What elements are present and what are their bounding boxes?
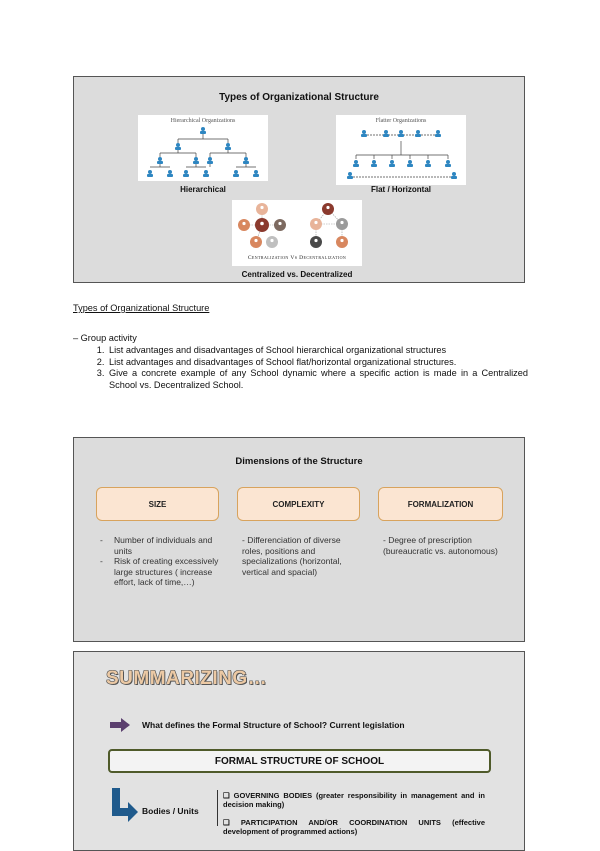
task-item: 1. List advantages and disadvantages of School hierarchical organizational structures — [107, 345, 528, 357]
flat-network-icon — [336, 115, 466, 185]
slide-title: Dimensions of the Structure — [235, 456, 363, 467]
flat-diagram-title: Flatter Organizations — [375, 118, 427, 124]
section-heading: Types of Organizational Structure — [73, 303, 210, 313]
bodies-units-label: Bodies / Units — [142, 806, 199, 816]
hierarchical-caption: Hierarchical — [180, 185, 226, 194]
complexity-box: COMPLEXITY — [237, 487, 360, 521]
flat-caption: Flat / Horizontal — [371, 185, 431, 194]
divider — [217, 790, 218, 826]
task-item: 2. List advantages and disadvantages of School flat/horizontal organizational structures. — [107, 357, 528, 369]
size-description — [100, 535, 228, 588]
flat-diagram — [336, 115, 466, 185]
hierarchy-tree-icon — [138, 115, 268, 181]
formalization-box: FORMALIZATION — [378, 487, 503, 521]
hierarchical-diagram — [138, 115, 268, 181]
size-item: - Risk of creating excessively large structures ( increase effort, lack of time,…) — [100, 556, 228, 588]
formal-structure-box: FORMAL STRUCTURE OF SCHOOL — [108, 749, 491, 773]
participation-units-item: ❑ PARTICIPATION AND/OR COORDINATION UNITS (effective development of programmed actions) — [223, 818, 485, 836]
hierarchical-diagram-title: Hierarchical Organizations — [170, 118, 236, 124]
centralization-inner-label: Centralization Vs Decentralization — [247, 255, 347, 261]
size-item: - Number of individuals and units — [100, 535, 228, 556]
summary-title: SUMMARIZING… — [106, 668, 268, 689]
slide-title: Types of Organizational Structure — [219, 92, 379, 103]
task-list — [73, 345, 528, 391]
slide-org-types — [73, 76, 525, 283]
arrow-right-icon — [110, 718, 130, 732]
group-activity-label: – Group activity — [73, 333, 137, 343]
task-item: 3. Give a concrete example of any School dynamic where a specific action is made in a Centralized School vs. Decentralized School. — [107, 368, 528, 391]
governing-bodies-item: ❑ GOVERNING BODIES (greater responsibility in management and in decision making) — [223, 791, 485, 809]
summary-question: What defines the Formal Structure of School? Current legislation — [142, 720, 405, 730]
slide-summary — [73, 651, 525, 851]
slide-dimensions — [73, 437, 525, 642]
centralized-caption: Centralized vs. Decentralized — [241, 270, 353, 279]
complexity-description: - Differenciation of diverse roles, positions and specializations (horizontal, vertical and spacial) — [242, 535, 342, 577]
formalization-description: - Degree of prescription (bureaucratic vs. autonomous) — [383, 535, 498, 556]
size-box: SIZE — [96, 487, 219, 521]
corner-arrow-icon — [110, 788, 140, 822]
centralized-diagram — [232, 200, 362, 266]
